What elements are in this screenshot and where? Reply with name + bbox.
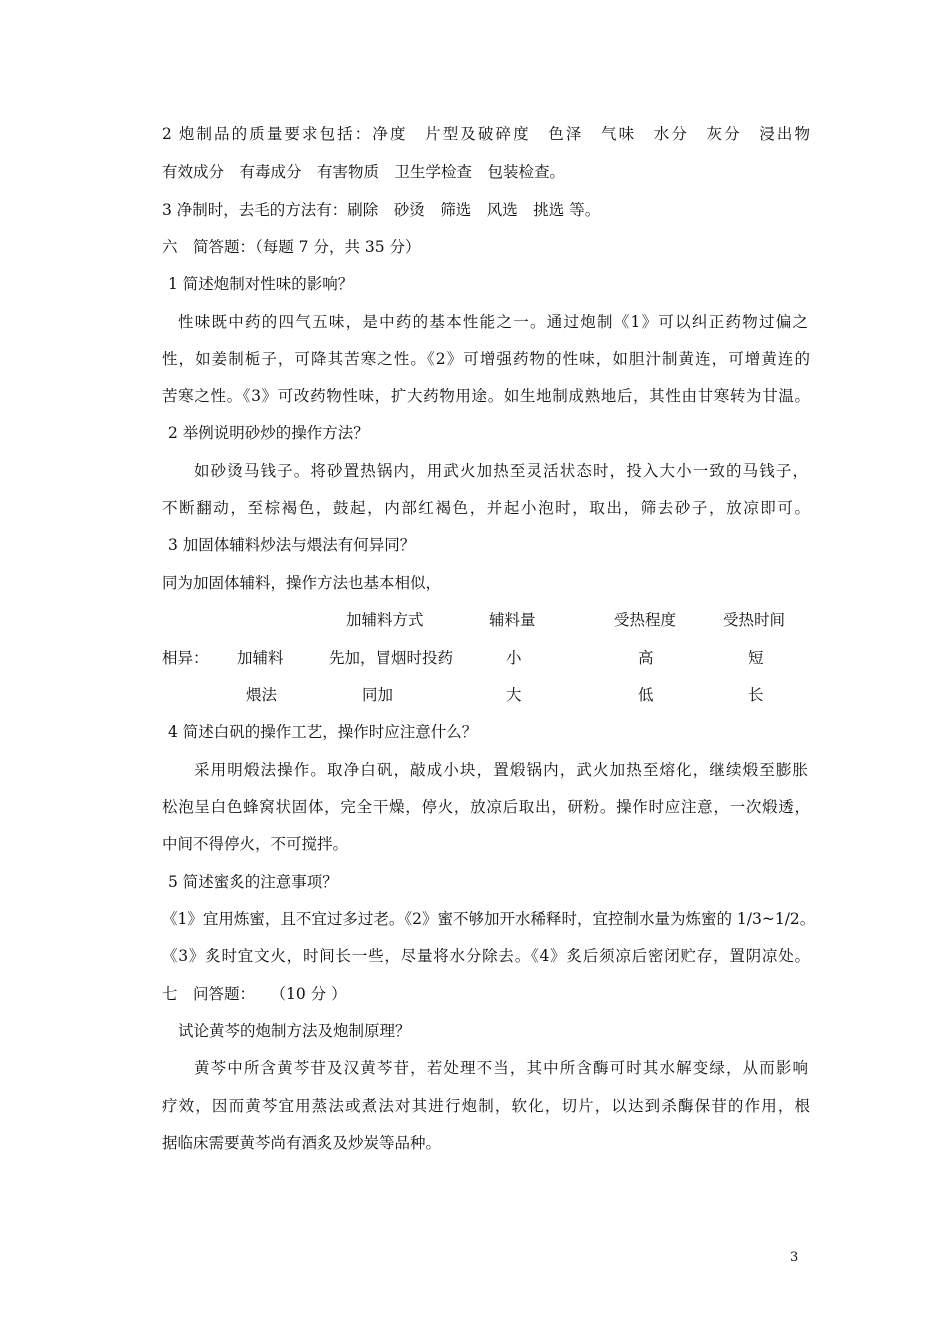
question-line: 5 简述蜜炙的注意事项？ — [168, 873, 338, 891]
question-line: 1 简述炮制对性味的影响？ — [168, 275, 354, 293]
paragraph-line: 疗效，因而黄芩宜用蒸法或煮法对其进行炮制，软化，切片，以达到杀酶保苷的作用，根 — [162, 1097, 810, 1115]
table-row-label: 相异： — [162, 649, 209, 667]
question-line: 4 简述白矾的操作工艺，操作时应注意什么？ — [168, 723, 478, 741]
paragraph-line: 松泡呈白色蜂窝状固体，完全干燥，停火，放凉后取出，研粉。操作时应注意，一次煅透， — [162, 798, 810, 816]
paragraph-line: 《1》宜用炼蜜，且不宜过多过老。《2》蜜不够加开水稀释时，宜控制水量为炼蜜的 1/3~1/2。 — [162, 910, 816, 928]
paragraph-line: 同为加固体辅料，操作方法也基本相似， — [162, 574, 442, 592]
table-cell: 小 — [506, 649, 522, 667]
paragraph-line: 有效成分 有毒成分 有害物质 卫生学检查 包装检查。 — [162, 163, 566, 181]
question-line: 试论黄芩的炮制方法及炮制原理？ — [178, 1022, 411, 1040]
paragraph-line: 《3》炙时宜文火，时间长一些，尽量将水分除去。《4》炙后须凉后密闭贮存，置阴凉处。 — [162, 947, 810, 965]
paragraph-line: 2 炮制品的质量要求包括：净度 片型及破碎度 色泽 气味 水分 灰分 浸出物 — [162, 125, 810, 143]
table-header: 受热程度 — [614, 611, 677, 629]
paragraph-line: 中间不得停火，不可搅拌。 — [162, 835, 349, 853]
paragraph-line: 3 净制时，去毛的方法有：刷除 砂烫 筛选 风选 挑选 等。 — [162, 201, 601, 219]
table-cell: 长 — [748, 686, 764, 704]
table-header: 受热时间 — [723, 611, 786, 629]
table-cell: 低 — [638, 686, 654, 704]
table-cell: 加辅料 — [237, 649, 284, 667]
table-header: 加辅料方式 — [346, 611, 424, 629]
question-line: 3 加固体辅料炒法与煨法有何异同？ — [168, 536, 416, 554]
paragraph-line: 性，如姜制栀子，可降其苦寒之性。《2》可增强药物的性味，如胆汁制黄连，可增黄连的 — [162, 350, 810, 368]
question-line: 2 举例说明砂炒的操作方法？ — [168, 424, 369, 442]
paragraph-line: 性味既中药的四气五味，是中药的基本性能之一。通过炮制《1》可以纠正药物过偏之 — [178, 313, 808, 331]
table-cell: 高 — [638, 649, 654, 667]
page-number: 3 — [790, 1250, 799, 1265]
table-header: 辅料量 — [489, 611, 536, 629]
section-heading: 七 问答题： （10 分 ） — [162, 985, 347, 1003]
paragraph-line: 采用明煅法操作。取净白矾，敲成小块，置煅锅内，武火加热至熔化，继续煅至膨胀 — [194, 761, 808, 779]
paragraph-line: 苦寒之性。《3》可改药物性味，扩大药物用途。如生地制成熟地后，其性由甘寒转为甘温。 — [162, 387, 810, 405]
paragraph-line: 据临床需要黄芩尚有酒炙及炒炭等品种。 — [162, 1134, 442, 1152]
table-cell: 大 — [506, 686, 522, 704]
table-cell: 煨法 — [246, 686, 278, 704]
table-cell: 先加，冒烟时投药 — [329, 649, 454, 667]
section-heading: 六 简答题：（每题 7 分，共 35 分） — [162, 238, 421, 256]
table-cell: 同加 — [362, 686, 394, 704]
table-cell: 短 — [748, 649, 764, 667]
paragraph-line: 不断翻动，至棕褐色，鼓起，内部红褐色，并起小泡时，取出，筛去砂子，放凉即可。 — [162, 499, 810, 517]
paragraph-line: 如砂烫马钱子。将砂置热锅内，用武火加热至灵活状态时，投入大小一致的马钱子， — [194, 462, 808, 480]
paragraph-line: 黄芩中所含黄芩苷及汉黄芩苷，若处理不当，其中所含酶可时其水解变绿，从而影响 — [194, 1059, 808, 1077]
